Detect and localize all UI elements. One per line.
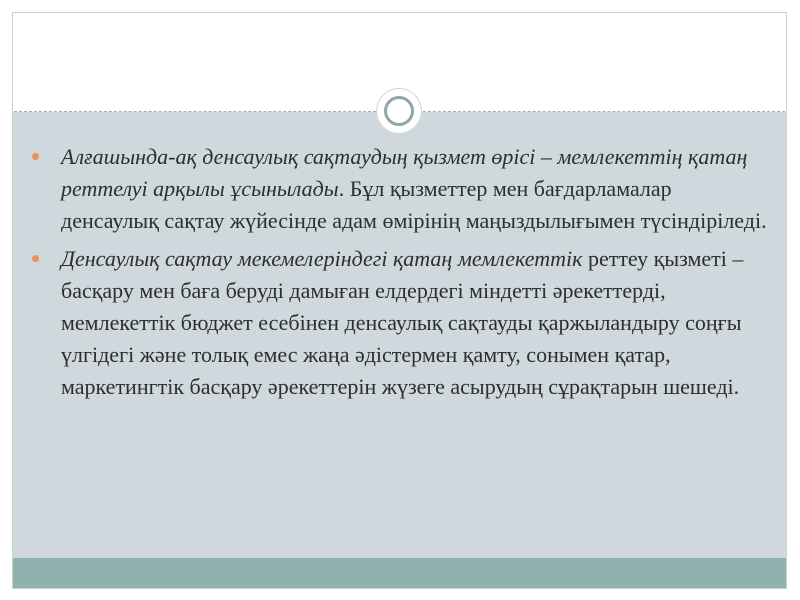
bullet-2-italic: Денсаулық сақтау мекемелеріндегі қатаң мемлекеттік	[61, 246, 583, 271]
bullet-1-italic: Алғашында-ақ денсаулық сақтаудың қызмет өрісі – мемлекеттің қатаң реттелуі арқылы ұсынылады	[61, 144, 748, 201]
bullet-text-2	[61, 243, 770, 403]
bullet-2-normal: реттеу қызметі – басқару мен баға беруді дамыған елдердегі міндетті әрекеттерді, мемлекеттік бюджет есебінен денсаулық сақтауды қаржыландыру соңғы үлгідегі және толық емес жаңа әдістермен қамту, сонымен қатар, маркетингтік басқару әрекеттерін жүзеге асырудың сұрақтарын шешеді.	[61, 246, 744, 399]
bottom-accent-band	[13, 558, 786, 588]
bullet-dot-icon	[32, 255, 39, 262]
bullet-list	[30, 141, 770, 409]
bullet-item-1	[30, 141, 770, 237]
bullet-text-1	[61, 141, 770, 237]
ring-icon	[384, 96, 414, 126]
bullet-dot-icon	[32, 153, 39, 160]
circle-ornament-icon	[376, 88, 422, 134]
bullet-item-2	[30, 243, 770, 403]
bullet-1-normal: . Бұл қызметтер мен бағдарламалар денсаулық сақтау жүйесінде адам өмірінің маңыздылығымен түсіндіріледі.	[61, 176, 767, 233]
